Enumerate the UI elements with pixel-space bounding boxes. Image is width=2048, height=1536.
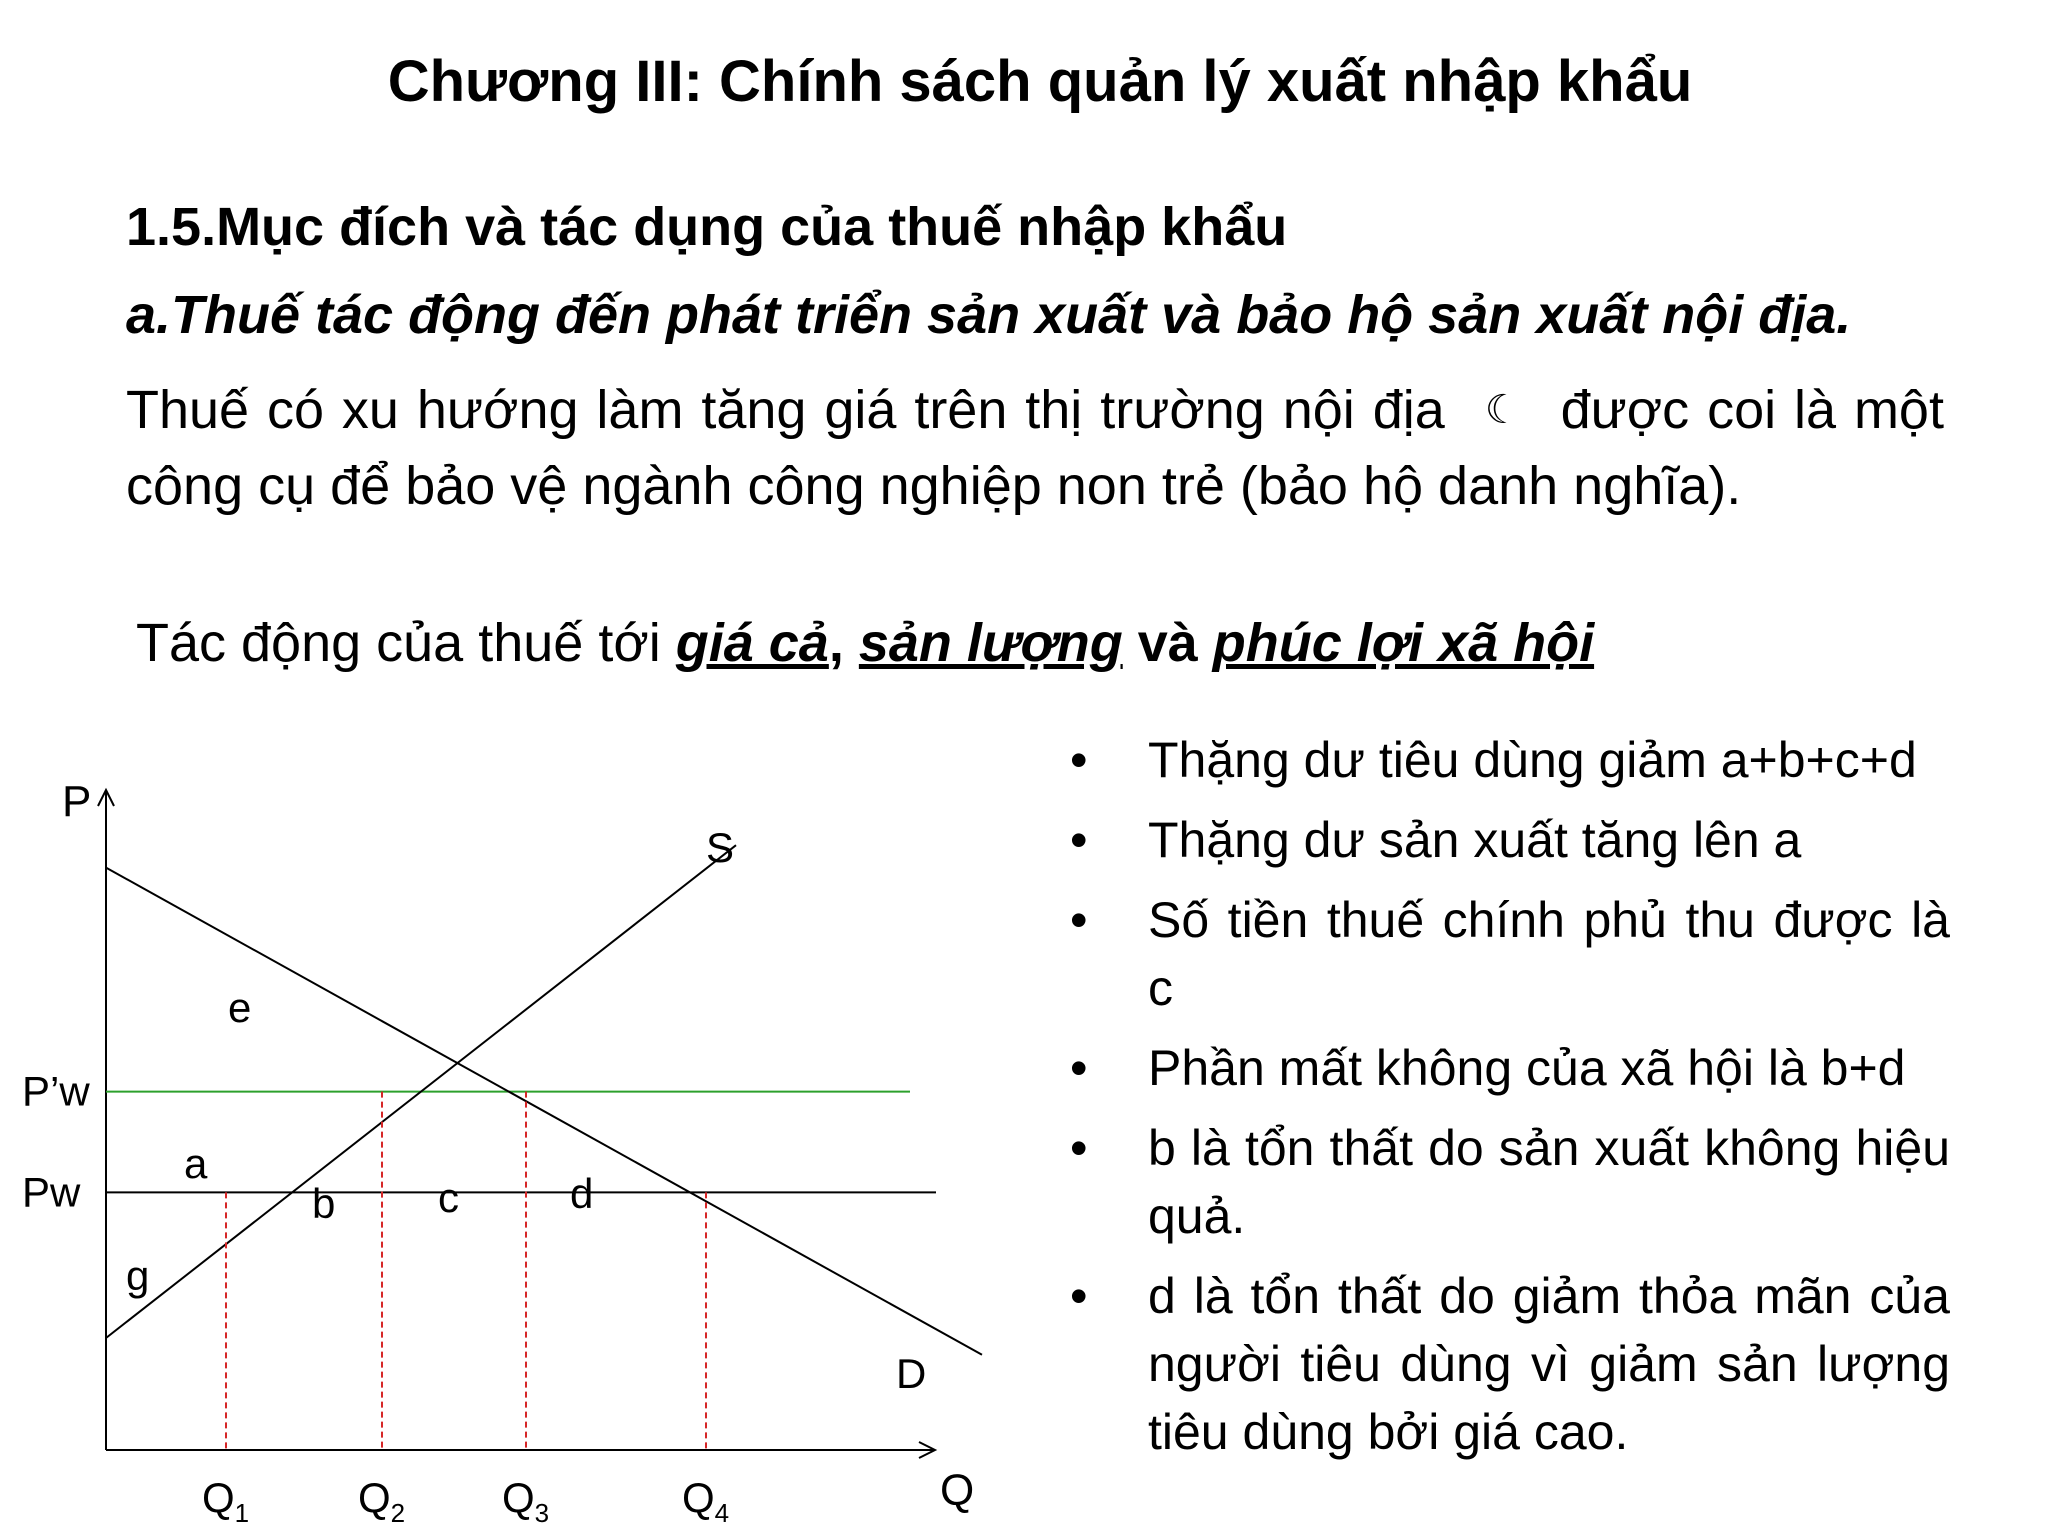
supply-label: S bbox=[706, 824, 735, 871]
term-welfare: phúc lợi xã hội bbox=[1212, 613, 1595, 673]
section-heading: 1.5.Mục đích và tác dụng của thuế nhập khẩu bbox=[126, 197, 1288, 257]
bullet-text: Phần mất không của xã hội là b+d bbox=[1148, 1040, 1906, 1096]
quantity-label: $Q_3$ bbox=[502, 1474, 550, 1528]
demand-label: D bbox=[896, 1350, 927, 1397]
bullet-text: Số tiền thuế chính phủ thu được là c bbox=[1148, 892, 1950, 1016]
quantity-label: $Q_4$ bbox=[682, 1474, 730, 1528]
quantity-label: $Q_2$ bbox=[358, 1474, 406, 1528]
tariff-chart bbox=[0, 760, 1000, 1536]
bullet-item bbox=[1070, 1034, 1950, 1102]
price-label-pw-tariff: P’w bbox=[22, 1067, 90, 1115]
bullet-item bbox=[1070, 1262, 1950, 1466]
effects-line bbox=[136, 612, 1594, 674]
term-output: sản lượng bbox=[858, 613, 1123, 673]
bullet-text: Thặng dư tiêu dùng giảm a+b+c+d bbox=[1148, 732, 1917, 788]
area-label-e: e bbox=[228, 984, 252, 1031]
tariff-paragraph bbox=[126, 372, 1944, 524]
bullet-dot: • bbox=[1070, 892, 1088, 948]
bullet-item bbox=[1070, 726, 1950, 794]
paragraph-part-1: Thuế có xu hướng làm tăng giá trên thị trường nội địa bbox=[126, 380, 1445, 440]
effects-prefix: Tác động của thuế tới bbox=[136, 613, 676, 673]
effects-separator-1: , bbox=[828, 613, 859, 673]
bullet-dot: • bbox=[1070, 732, 1088, 788]
bullet-dot: • bbox=[1070, 812, 1088, 868]
bullet-dot: • bbox=[1070, 1120, 1088, 1176]
price-label-pw: Pw bbox=[22, 1168, 81, 1216]
bullet-dot: • bbox=[1070, 1040, 1088, 1096]
bullet-item bbox=[1070, 806, 1950, 874]
term-price: giá cả bbox=[675, 613, 829, 673]
moon-arrow-icon: ☾ bbox=[1484, 388, 1521, 432]
quantity-label: $Q_1$ bbox=[202, 1474, 250, 1528]
paragraph-part-2: được coi là một công cụ để bảo vệ ngành công nghiệp non trẻ (bảo hộ danh nghĩa). bbox=[126, 380, 1944, 516]
area-label-a: a bbox=[184, 1140, 208, 1187]
bullet-text: d là tổn thất do giảm thỏa mãn của người tiêu dùng vì giảm sản lượng tiêu dùng bởi giá cao. bbox=[1148, 1268, 1950, 1460]
subsection-heading: a.Thuế tác động đến phát triển sản xuất và bảo hộ sản xuất nội địa. bbox=[126, 285, 1852, 345]
bullet-item bbox=[1070, 1114, 1950, 1250]
bullet-dot: • bbox=[1070, 1268, 1088, 1324]
y-axis-label: P bbox=[62, 777, 92, 826]
bullet-text: Thặng dư sản xuất tăng lên a bbox=[1148, 812, 1802, 868]
demand-curve bbox=[106, 868, 982, 1355]
area-label-b: b bbox=[312, 1180, 336, 1227]
area-label-d: d bbox=[570, 1170, 594, 1217]
area-label-c: c bbox=[438, 1174, 459, 1221]
slide-title: Chương III: Chính sách quản lý xuất nhập khẩu bbox=[387, 49, 1693, 114]
x-axis-label: Q bbox=[940, 1466, 975, 1515]
welfare-bullet-list bbox=[1070, 726, 1950, 1478]
bullet-item bbox=[1070, 886, 1950, 1022]
area-label-g: g bbox=[126, 1252, 150, 1299]
bullet-text: b là tổn thất do sản xuất không hiệu quả. bbox=[1148, 1120, 1950, 1244]
effects-separator-2: và bbox=[1122, 613, 1213, 673]
